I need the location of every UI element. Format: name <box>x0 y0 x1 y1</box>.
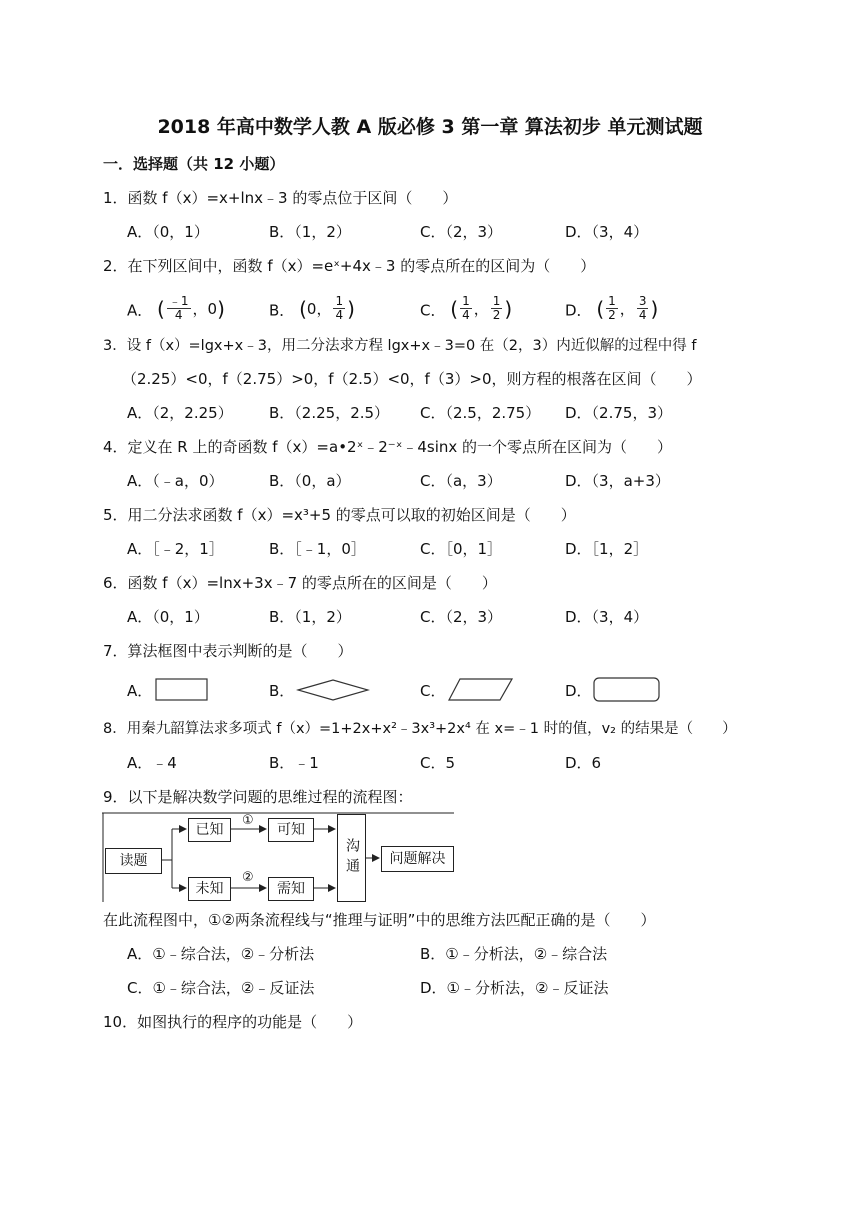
denominator: 4 <box>174 308 183 322</box>
flow-box-can-know: 可知 <box>268 818 314 842</box>
q2-stem: 2．在下列区间中，函数 f（x）=eˣ+4x﹣3 的零点所在的区间为（ ） <box>103 257 596 275</box>
denominator: 2 <box>608 308 616 322</box>
q4-option-d: D．（3，a+3） <box>565 472 670 490</box>
numerator: 1 <box>462 294 470 308</box>
page-title: 2018 年高中数学人教 A 版必修 3 第一章 算法初步 单元测试题 <box>157 116 703 138</box>
q9-option-a: A．①﹣综合法，②﹣分析法 <box>127 945 315 963</box>
q2-option-c-label: C． <box>420 301 446 320</box>
q9-stem: 9．以下是解决数学问题的思维过程的流程图： <box>103 788 413 806</box>
q1-option-b: B．（1，2） <box>269 223 351 241</box>
numerator: 1 <box>492 294 501 308</box>
q2-option-a-label: A． <box>127 301 153 320</box>
q1-option-a: A．（0，1） <box>127 223 209 241</box>
numerator: 3 <box>638 294 647 308</box>
q4-option-b: B．（0，a） <box>269 472 351 490</box>
q9-option-c: C．①﹣综合法，②﹣反证法 <box>127 979 315 997</box>
q8-option-b: B．﹣1 <box>269 754 319 772</box>
denominator: 4 <box>638 308 647 322</box>
flow-mark-1: ① <box>242 813 254 828</box>
q1-stem: 1．函数 f（x）=x+lnx﹣3 的零点位于区间（ ） <box>103 189 458 207</box>
rectangle-shape-icon <box>155 678 209 702</box>
q1-option-d: D．（3，4） <box>565 223 649 241</box>
flow-box-unknown: 未知 <box>188 877 231 901</box>
numerator: ﹣1 <box>168 294 189 308</box>
numerator: 1 <box>608 294 616 308</box>
q2-option-c-interval: ( $\frac{1}{4}$ ， $\frac{1}{2}$ ) <box>450 294 513 322</box>
denominator: 2 <box>492 308 501 322</box>
q3-stem-line2: （2.25）<0，f（2.75）>0，f（2.5）<0，f（3）>0，则方程的根落在区间（ ） <box>122 370 702 388</box>
q7-stem: 7．算法框图中表示判断的是（ ） <box>103 642 353 660</box>
rounded-rectangle-shape-icon <box>593 677 661 703</box>
q3-option-a: A．（2，2.25） <box>127 404 233 422</box>
q7-option-c: C． <box>420 682 446 700</box>
q8-option-a: A．﹣4 <box>127 754 177 772</box>
section-heading: 一．选择题（共 12 小题） <box>103 155 285 173</box>
q9-option-b: B．①﹣分析法，②﹣综合法 <box>420 945 608 963</box>
q7-option-a: A． <box>127 682 153 700</box>
q9-flowchart <box>102 812 454 902</box>
flow-box-need-know: 需知 <box>268 877 314 901</box>
q2-option-b-label: B． <box>269 301 295 320</box>
q9-option-d: D．①﹣分析法，②﹣反证法 <box>420 979 609 997</box>
q10-stem: 10．如图执行的程序的功能是（ ） <box>103 1013 363 1031</box>
q3-option-b: B．（2.25，2.5） <box>269 404 390 422</box>
q5-option-d: D．［1，2］ <box>565 540 649 558</box>
denominator: 4 <box>335 308 344 322</box>
q4-stem: 4．定义在 R 上的奇函数 f（x）=a•2ˣ﹣2⁻ˣ﹣4sinx 的一个零点所在区间为（ ） <box>103 438 673 456</box>
q4-option-c: C．（a，3） <box>420 472 502 490</box>
q2-option-d <box>565 295 658 322</box>
q8-stem: 8．用秦九韶算法求多项式 f（x）=1+2x+x²﹣3x³+2x⁴ 在 x=﹣1 时的值，v₂ 的结果是（ ） <box>103 721 737 737</box>
q5-option-c: C．［0，1］ <box>420 540 503 558</box>
q7-option-b: B． <box>269 682 295 700</box>
value: 0 <box>207 299 218 318</box>
flow-box-read: 读题 <box>105 848 162 874</box>
q6-option-c: C．（2，3） <box>420 608 503 626</box>
q5-option-b: B．［﹣1，0］ <box>269 540 366 558</box>
q2-option-c <box>420 295 512 322</box>
q6-option-d: D．（3，4） <box>565 608 649 626</box>
q3-option-c: C．（2.5，2.75） <box>420 404 541 422</box>
flow-box-communicate: 沟通 <box>337 814 366 902</box>
q2-option-d-interval: ( $\frac{1}{2}$ ， $\frac{3}{4}$ ) <box>596 294 659 322</box>
q8-option-c: C．5 <box>420 754 456 772</box>
q3-stem-line1: 3．设 f（x）=lgx+x﹣3，用二分法求方程 lgx+x﹣3=0 在（2，3）内近似解的过程中得 f <box>103 338 697 354</box>
q9-question: 在此流程图中，①②两条流程线与“推理与证明”中的思维方法匹配正确的是（ ） <box>103 911 656 929</box>
q4-option-a: A．（﹣a，0） <box>127 472 224 490</box>
flow-box-known: 已知 <box>188 818 231 842</box>
q5-option-a: A．［﹣2，1］ <box>127 540 224 558</box>
diamond-shape-icon <box>296 679 370 701</box>
q5-stem: 5．用二分法求函数 f（x）=x³+5 的零点可以取的初始区间是（ ） <box>103 506 576 524</box>
q1-option-c: C．（2，3） <box>420 223 503 241</box>
numerator: 1 <box>335 294 344 308</box>
q6-stem: 6．函数 f（x）=lnx+3x﹣7 的零点所在的区间是（ ） <box>103 574 497 592</box>
value: 0 <box>306 299 317 318</box>
flow-box-solve: 问题解决 <box>381 846 454 872</box>
q2-option-b <box>269 295 355 322</box>
q2-option-b-interval: ( 0 ， $\frac{1}{4}$ ) <box>299 294 355 322</box>
q2-option-a-interval: ( $\frac{﹣1}{4}$ ， 0 ) <box>157 294 225 322</box>
q6-option-b: B．（1，2） <box>269 608 351 626</box>
q7-option-d: D． <box>565 682 592 700</box>
q3-option-d: D．（2.75，3） <box>565 404 672 422</box>
flow-mark-2: ② <box>242 870 254 885</box>
q2-option-a <box>127 295 225 322</box>
parallelogram-shape-icon <box>448 678 514 702</box>
q8-option-d: D．6 <box>565 754 602 772</box>
denominator: 4 <box>462 308 470 322</box>
q6-option-a: A．（0，1） <box>127 608 209 626</box>
q2-option-d-label: D． <box>565 301 592 320</box>
